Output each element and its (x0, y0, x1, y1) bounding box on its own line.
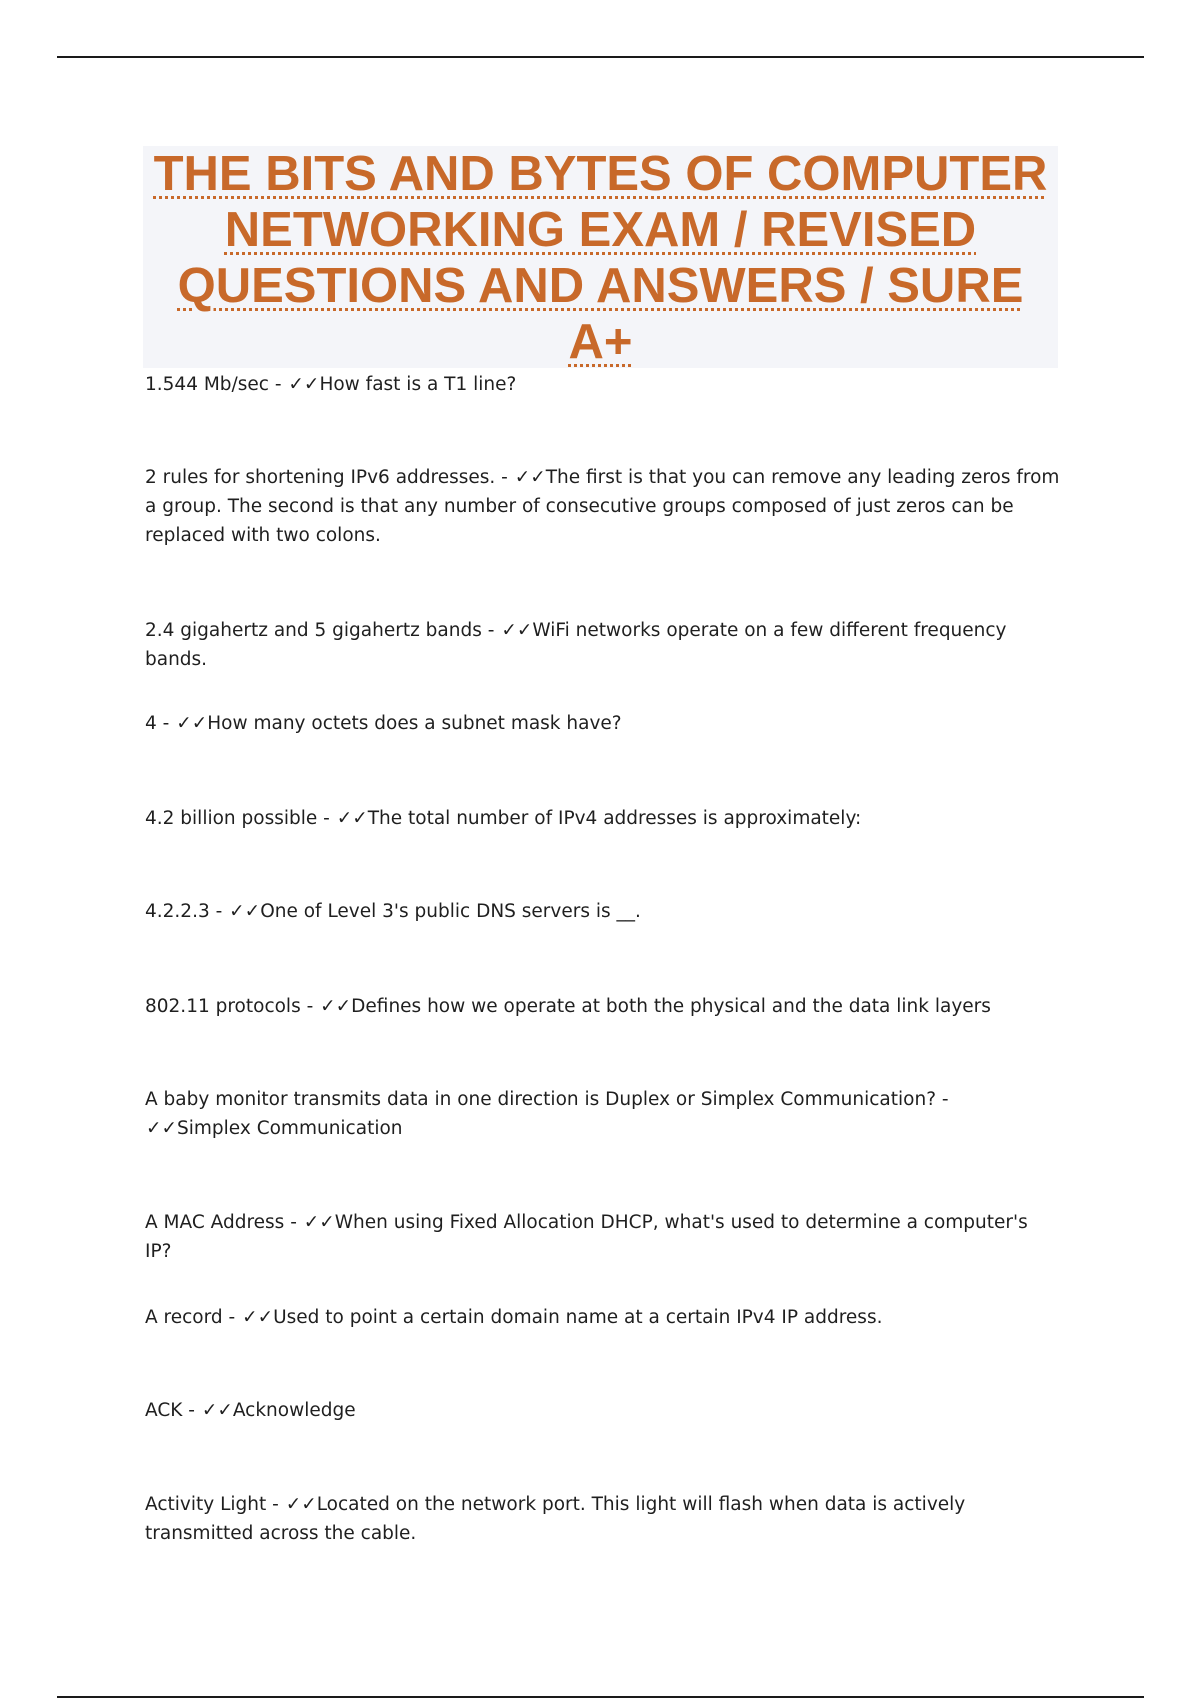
qa-term: ACK (145, 1400, 183, 1421)
qa-separator: - (156, 713, 176, 734)
qa-definition: Used to point a certain domain name at a certain IPv4 IP address. (273, 1307, 883, 1328)
qa-item (145, 1085, 1060, 1143)
qa-item (145, 1396, 1060, 1425)
double-check-icon: ✓✓ (501, 620, 533, 641)
qa-item (145, 804, 1060, 833)
qa-separator: - (182, 1400, 201, 1421)
qa-term: A MAC Address (145, 1212, 285, 1233)
double-check-icon: ✓✓ (229, 901, 261, 922)
qa-term: 802.11 protocols (145, 996, 301, 1017)
qa-item (145, 897, 1060, 926)
qa-term: 1.544 Mb/sec (145, 374, 269, 395)
qa-term: Activity Light (145, 1494, 267, 1515)
double-check-icon: ✓✓ (320, 996, 352, 1017)
qa-term: A baby monitor transmits data in one direction is Duplex or Simplex Communication? (145, 1089, 937, 1110)
double-check-icon: ✓✓ (514, 467, 546, 488)
qa-definition: The total number of IPv4 addresses is approximately: (367, 808, 862, 829)
qa-separator: - (284, 1212, 303, 1233)
double-check-icon: ✓✓ (176, 713, 208, 734)
qa-item (145, 1303, 1060, 1332)
qa-item (145, 1490, 1060, 1548)
qa-separator: - (209, 901, 229, 922)
qa-definition: The first is that you can remove any leading zeros from a group. The second is that any number of consecutive groups composed of just zeros can be replaced with two colons. (145, 467, 1060, 546)
double-check-icon: ✓✓ (242, 1307, 274, 1328)
qa-separator: - (495, 467, 514, 488)
qa-term: 4 (145, 713, 157, 734)
qa-separator: - (300, 996, 320, 1017)
qa-definition: How fast is a T1 line? (319, 374, 517, 395)
qa-definition: WiFi networks operate on a few different frequency bands. (145, 620, 1007, 670)
qa-separator: - (481, 620, 501, 641)
double-check-icon: ✓✓ (336, 808, 368, 829)
top-rule (57, 56, 1144, 58)
double-check-icon: ✓✓ (146, 1118, 178, 1139)
qa-term: A record (145, 1307, 223, 1328)
qa-definition: Defines how we operate at both the physical and the data link layers (351, 996, 991, 1017)
qa-definition: Located on the network port. This light will flash when data is actively transmitted across the cable. (145, 1494, 966, 1544)
qa-item (145, 709, 1060, 738)
qa-term: 2.4 gigahertz and 5 gigahertz bands (145, 620, 482, 641)
qa-definition: How many octets does a subnet mask have? (207, 713, 622, 734)
qa-item (145, 1208, 1060, 1266)
document-title-text: THE BITS AND BYTES OF COMPUTER NETWORKING EXAM / REVISED QUESTIONS AND ANSWERS / SURE A+ (153, 147, 1048, 369)
double-check-icon: ✓✓ (288, 374, 320, 395)
qa-separator: - (317, 808, 336, 829)
qa-item (145, 463, 1060, 550)
qa-separator: - (266, 1494, 285, 1515)
qa-term: 4.2.2.3 (145, 901, 210, 922)
document-title (143, 146, 1058, 370)
qa-definition: One of Level 3's public DNS servers is __. (260, 901, 641, 922)
qa-definition: When using Fixed Allocation DHCP, what's used to determine a computer's IP? (145, 1212, 1028, 1262)
qa-separator: - (936, 1089, 949, 1110)
qa-item (145, 616, 1060, 674)
qa-separator: - (222, 1307, 242, 1328)
qa-definition: Acknowledge (232, 1400, 356, 1421)
qa-item (145, 370, 1060, 399)
qa-separator: - (268, 374, 288, 395)
qa-term: 4.2 billion possible (145, 808, 318, 829)
bottom-rule (57, 1696, 1144, 1698)
double-check-icon: ✓✓ (201, 1400, 233, 1421)
qa-item (145, 992, 1060, 1021)
qa-definition: Simplex Communication (177, 1118, 403, 1139)
double-check-icon: ✓✓ (285, 1494, 317, 1515)
qa-term: 2 rules for shortening IPv6 addresses. (145, 467, 496, 488)
double-check-icon: ✓✓ (303, 1212, 335, 1233)
